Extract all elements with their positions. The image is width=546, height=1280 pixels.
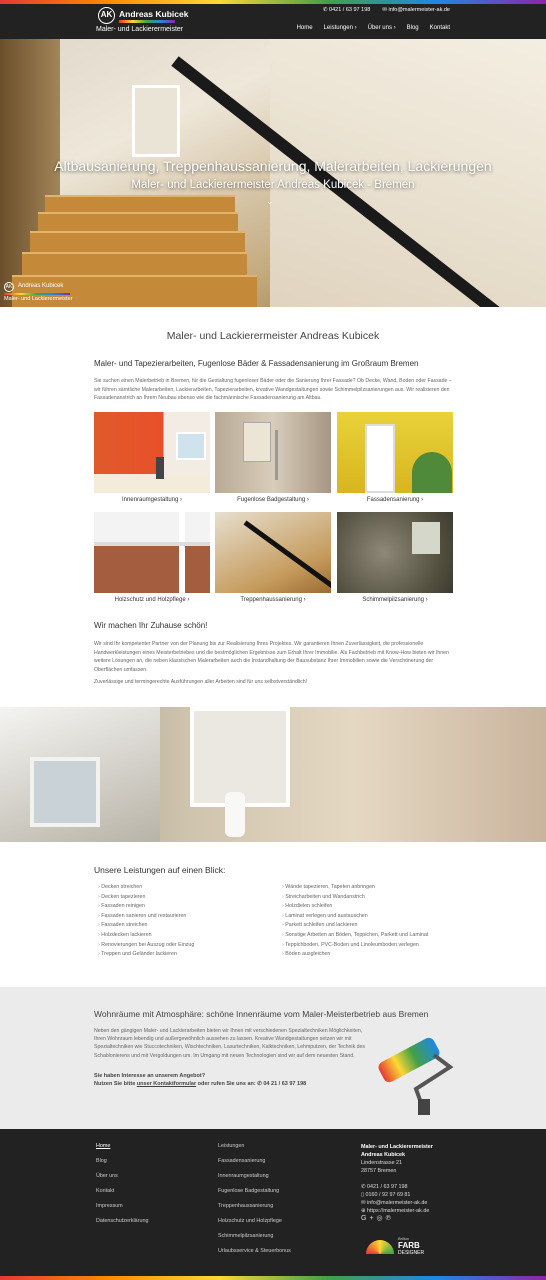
phone-icon: ✆ bbox=[257, 1081, 262, 1087]
service-item: › Fassaden streichen bbox=[98, 921, 194, 931]
hero-banner bbox=[0, 0, 546, 307]
service-item: › Böden ausgleichen bbox=[282, 950, 428, 960]
footer-link[interactable]: Innenraumgestaltung bbox=[218, 1173, 269, 1179]
header-phone[interactable]: ✆ 0421 / 63 97 198 bbox=[322, 7, 371, 13]
rainbow-fan-icon bbox=[366, 1240, 394, 1254]
footer-link[interactable]: Über uns bbox=[96, 1173, 118, 1179]
rainbow-strip bbox=[0, 0, 546, 4]
service-item: › Sonstige Arbeiten an Böden, Teppichen, Parkett und Laminat bbox=[282, 931, 428, 941]
hero-headline: Altbausanierung, Treppenhaussanierung, Malerarbeiten, Lackierungen bbox=[54, 158, 492, 174]
nav-home[interactable]: Home bbox=[296, 25, 313, 31]
card-label[interactable]: Schimmelpilzsanierung › bbox=[362, 597, 428, 603]
window bbox=[176, 432, 206, 460]
paint-roller-icon bbox=[372, 1027, 458, 1117]
card-label[interactable]: Holzschutz und Holzpflege › bbox=[114, 597, 190, 603]
footer-link[interactable]: Home bbox=[96, 1143, 111, 1149]
card-image bbox=[337, 412, 453, 493]
atmosphere-title: Wohnräume mit Atmosphäre: schöne Innenräume vom Maler-Meisterbetrieb aus Bremen bbox=[94, 1009, 429, 1019]
card-image bbox=[94, 512, 210, 593]
services-list-right bbox=[282, 883, 428, 960]
home-text-2: Zuverlässige und termingerechte Ausführungen aller Arbeiten sind für uns selbstverständlich! bbox=[94, 679, 308, 685]
service-item: › Parkett schleifen und lackieren bbox=[282, 921, 428, 931]
cta-phone[interactable]: 04 21 / 63 97 198 bbox=[263, 1081, 307, 1087]
phone-icon: ✆ bbox=[361, 1184, 368, 1190]
card-fassade[interactable] bbox=[337, 412, 453, 503]
logo-ak-icon: AK bbox=[98, 7, 115, 24]
home-title: Wir machen Ihr Zuhause schön! bbox=[94, 621, 208, 630]
service-item: › Laminat verlegen und austauschen bbox=[282, 912, 428, 922]
envelope-icon: ✉ bbox=[382, 7, 389, 13]
contact-cta: Nutzen Sie bitte unser Kontaktformular oder rufen Sie uns an: ✆ 04 21 / 63 97 198 bbox=[94, 1081, 307, 1087]
hero-step bbox=[45, 195, 235, 213]
shower bbox=[275, 430, 278, 480]
service-item: › Holzdielen schleifen bbox=[282, 902, 428, 912]
pinterest-icon[interactable]: ℗ bbox=[385, 1215, 394, 1222]
logo-color-bar bbox=[119, 20, 175, 23]
footer-link[interactable]: Fugenlose Badgestaltung bbox=[218, 1188, 280, 1194]
site-logo[interactable] bbox=[96, 6, 196, 36]
service-item: › Decken tapezieren bbox=[98, 893, 194, 903]
logo-ring-icon: AK bbox=[5, 284, 13, 290]
footer-col-2 bbox=[218, 1143, 291, 1263]
card-schimmel[interactable] bbox=[337, 512, 453, 603]
service-item: › Fassaden sanieren und restaurieren bbox=[98, 912, 194, 922]
services-title: Unsere Leistungen auf einen Blick: bbox=[94, 865, 226, 875]
card-label[interactable]: Innenraumgestaltung › bbox=[121, 497, 183, 503]
site-footer bbox=[0, 1129, 546, 1280]
card-innenraum[interactable] bbox=[94, 412, 210, 503]
chevron-down-icon[interactable]: ⌄ bbox=[266, 196, 274, 206]
hero-step bbox=[38, 212, 238, 232]
post bbox=[179, 512, 185, 593]
footer-address: Maler- und Lackierermeister Andreas Kubicek Lindenstrasse 21 28757 Bremen ✆ 0421 / 63 97 198 ▯ 0160 / 92 97 69 81 ✉ info@malermeister-ak.de ⊕ https://malermeister-ak.de G+◎℗ bbox=[361, 1144, 433, 1222]
service-item: › Treppen und Geländer lackieren bbox=[98, 950, 194, 960]
header-email[interactable]: ✉ info@malermeister-ak.de bbox=[382, 7, 450, 13]
bush bbox=[412, 452, 452, 493]
footer-link[interactable]: Urlaubsservice & Steuerbonus bbox=[218, 1248, 291, 1254]
service-item: › Fassaden reinigen bbox=[98, 902, 194, 912]
interest-question: Sie haben Interesse an unserem Angebot? bbox=[94, 1073, 206, 1079]
atmosphere-section bbox=[0, 987, 546, 1129]
watermark-color-bar bbox=[4, 293, 70, 295]
service-item: › Teppichboden, PVC-Boden und Linoleumboden verlegen bbox=[282, 941, 428, 951]
envelope-icon: ✉ bbox=[361, 1200, 368, 1206]
card-label[interactable]: Fassadensanierung › bbox=[366, 497, 424, 503]
footer-web[interactable]: https://malermeister-ak.de bbox=[367, 1208, 430, 1214]
services-list-left bbox=[98, 883, 194, 960]
hero-right-wall bbox=[270, 0, 546, 307]
google-plus-icon[interactable]: G+ bbox=[361, 1215, 377, 1222]
heater bbox=[156, 457, 164, 479]
social-icons bbox=[361, 1215, 394, 1222]
hero-step bbox=[22, 252, 247, 276]
footer-phone[interactable]: 0421 / 63 97 198 bbox=[367, 1184, 408, 1190]
section-title: Maler- und Lackierermeister Andreas Kubicek bbox=[166, 330, 380, 342]
footer-link[interactable]: Blog bbox=[96, 1158, 107, 1164]
logo-subtitle: Maler- und Lackierermeister bbox=[96, 26, 184, 33]
service-item: › Wände tapezieren, Tapeten anbringen bbox=[282, 883, 428, 893]
rail bbox=[244, 520, 331, 593]
footer-mobile[interactable]: 0160 / 92 97 69 81 bbox=[365, 1192, 411, 1198]
door bbox=[365, 424, 395, 493]
phone-icon: ✆ bbox=[322, 7, 330, 13]
service-item: › Decken streichen bbox=[98, 883, 194, 893]
nav-leistungen[interactable]: Leistungen › bbox=[323, 25, 357, 31]
interior-image-band bbox=[0, 707, 546, 842]
contact-form-link[interactable]: unser Kontaktformular bbox=[136, 1081, 197, 1087]
service-item: › Streicharbeiten und Wandanstrich bbox=[282, 893, 428, 903]
window bbox=[412, 522, 440, 554]
card-holzschutz[interactable] bbox=[94, 512, 210, 603]
vase bbox=[225, 792, 245, 837]
atmosphere-text: Neben den gängigen Maler- und Lackierarbeiten bieten wir Ihnen mit verschiedenen Spezialtechniken Möglichkeiten, Ihren Wohnraum lebendig und außergewöhnlich aussehen zu lassen. Kreative Wandgestaltungen setzen wir mit Spezialtechniken wie Stuccotechniken, Wischtechniken, Lasurtechniken, Kalktechniken, Lehmputzen, der Technik des Schablonierens und mit Vergoldungen um. Im Umgang mit neuen Technologien sind wir auf dem neuesten Stand. bbox=[94, 1028, 365, 1059]
hero-subheadline: Maler- und Lackierermeister Andreas Kubicek - Bremen bbox=[131, 179, 415, 191]
footer-link[interactable]: Datenschutzerklärung bbox=[96, 1218, 149, 1224]
service-item: › Renovierungen bei Auszug oder Einzug bbox=[98, 941, 194, 951]
niche bbox=[243, 422, 271, 462]
card-label[interactable]: Treppenhaussanierung › bbox=[240, 597, 306, 603]
hero-step bbox=[30, 231, 245, 253]
card-label[interactable]: Fugenlose Badgestaltung › bbox=[237, 497, 309, 503]
mobile-icon: ▯ bbox=[361, 1192, 366, 1198]
home-text: Wir sind Ihr kompetenter Partner von der Planung bis zur Realisierung Ihres Projektes. Wir garantieren Ihnen Zuverlässigkeit, die professionelle Handwerkleistungen eines Meisterbetriebes und die bestmöglichen Ergebnisse zum Erhalt Ihrer Immobilie. Als Fachbetrieb mit Know-How bieten wir Ihnen weitere Lösungen an, die neben klassischen Malerarbeiten auch die Instandhaltung der Bausubstanz Ihrer Immobilien sowie die Verschönerung der Oberflächen umfassen. bbox=[94, 641, 449, 673]
footer-email[interactable]: info@malermeister-ak.de bbox=[367, 1200, 428, 1206]
site-header bbox=[0, 0, 546, 39]
card-badgestaltung[interactable] bbox=[215, 412, 331, 503]
farbdesigner-badge: Brillux FARB DESIGNER bbox=[366, 1236, 426, 1256]
glass-panel bbox=[30, 757, 100, 827]
footer-link[interactable]: Treppenhaussanierung bbox=[218, 1203, 274, 1209]
header-contact bbox=[323, 7, 450, 13]
footer-col-1 bbox=[96, 1143, 148, 1233]
hero-window bbox=[132, 85, 180, 157]
card-image bbox=[94, 412, 210, 493]
main-nav bbox=[297, 25, 450, 31]
service-item: › Holzdecken lackieren bbox=[98, 931, 194, 941]
card-image bbox=[215, 512, 331, 593]
watermark-name: Andreas Kubicek bbox=[18, 283, 64, 289]
logo-name: Andreas Kubicek bbox=[119, 9, 189, 19]
hero-step bbox=[12, 275, 257, 307]
footer-link[interactable]: Schimmelpilzsanierung bbox=[218, 1233, 274, 1239]
footer-link[interactable]: Leistungen bbox=[218, 1143, 245, 1149]
nav-kontakt[interactable]: Kontakt bbox=[429, 25, 450, 31]
nav-ueber-uns[interactable]: Über uns › bbox=[367, 25, 396, 31]
instagram-icon[interactable]: ◎ bbox=[376, 1215, 386, 1222]
globe-icon: ⊕ bbox=[361, 1208, 368, 1214]
footer-link[interactable]: Fassadensanierung bbox=[218, 1158, 266, 1164]
footer-link[interactable]: Impressum bbox=[96, 1203, 123, 1209]
footer-link[interactable]: Holzschutz und Holzpflege bbox=[218, 1218, 282, 1224]
card-image bbox=[215, 412, 331, 493]
nav-blog[interactable]: Blog bbox=[406, 25, 419, 31]
card-treppenhaus[interactable] bbox=[215, 512, 331, 603]
intro-text: Sie suchen einen Malerbetrieb in Bremen, für die Gestaltung fugenloser Bäder oder die Sanierung Ihrer Fassade? Ob Decke, Wand, Boden oder Fassade – wir führen sämtliche Malerarbeiten, Lackierarbeiten, Tapezierarbeiten, kreative Wandgestaltungen sowie Schimmelpilzsanierungen aus. Wir realisieren den Fassadenanstrich an Ihrem Neubau ebenso wie die fachmännische Fassadensanierung am Altbau. bbox=[94, 378, 452, 401]
footer-rainbow-strip bbox=[0, 1276, 546, 1280]
floor bbox=[94, 474, 210, 493]
beam bbox=[94, 542, 210, 546]
section-subtitle: Maler- und Tapezierarbeiten, Fugenlose Bäder & Fassadensanierung im Großraum Bremen bbox=[94, 359, 419, 368]
card-image bbox=[337, 512, 453, 593]
footer-link[interactable]: Kontakt bbox=[96, 1188, 115, 1194]
watermark-sub: Maler- und Lackierermeister bbox=[4, 296, 73, 302]
